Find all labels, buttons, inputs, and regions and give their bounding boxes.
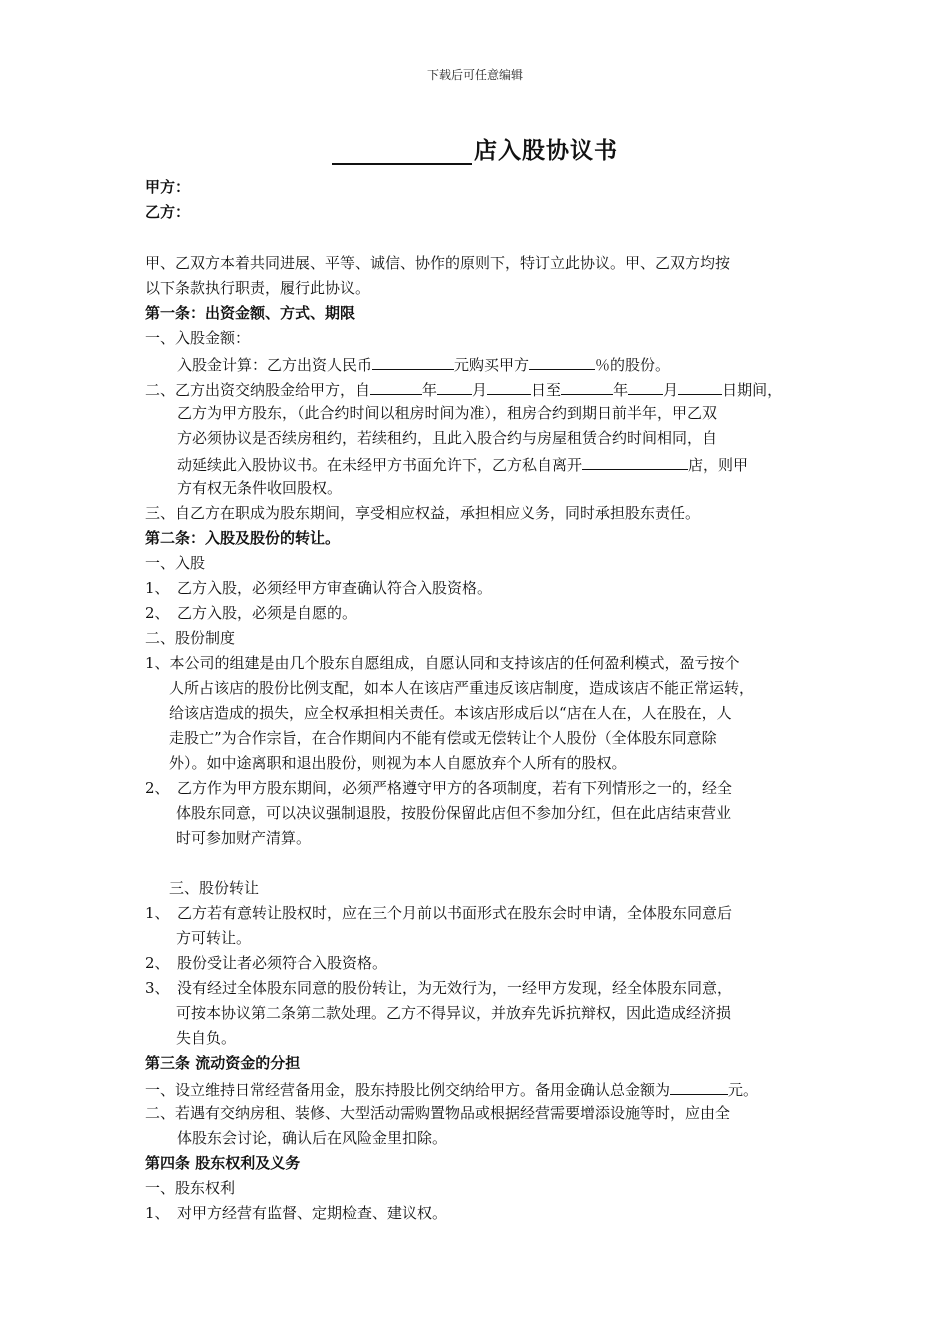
- article2-sec2-item1-line: 外）。如中途离职和退出股份，则视为本人自愿放弃个人所有的股权。: [169, 754, 627, 772]
- article2-sec3-item3-line: 失自负。: [176, 1029, 237, 1047]
- intro-line: 甲、乙双方本着共同进展、平等、诚信、协作的原则下，特订立此协议。甲、乙双方均按: [145, 254, 731, 272]
- article1-item2-line: [145, 451, 820, 476]
- article2-sec2-item2-line: 时可参加财产清算。: [176, 829, 312, 847]
- item2-text: 动延续此入股协议书。在未经甲方书面允许下，乙方私自离开: [177, 456, 583, 474]
- party-a-label: 甲方：: [145, 178, 191, 196]
- page-header-note: 下载后可任意编辑: [426, 68, 523, 82]
- article1-item2-line: 方必须协议是否续房租约，若续租约，且此入股合约与房屋租赁合约时间相同，自: [177, 429, 718, 447]
- article2-sec1-item: 2、 乙方入股，必须是自愿的。: [145, 604, 358, 622]
- article2-sec3-item1-line: 方可转让。: [176, 929, 252, 947]
- day-blank: [678, 376, 722, 395]
- document-title: [0, 132, 950, 165]
- calc-text: ％的股份。: [595, 356, 671, 374]
- percent-blank: [529, 351, 595, 370]
- article2-sec2-title: 二、股份制度: [145, 629, 236, 647]
- party-b-label: 乙方：: [145, 203, 191, 221]
- article2-sec1-item: 1、 乙方入股，必须经甲方审查确认符合入股资格。: [145, 579, 493, 597]
- year-blank: [370, 376, 422, 395]
- article2-sec3-item3-line: 3、 没有经过全体股东同意的股份转让，为无效行为，一经甲方发现，经全体股东同意，: [145, 979, 733, 997]
- article1-item2-line: 方有权无条件收回股权。: [177, 479, 343, 497]
- shop-blank: [582, 451, 688, 470]
- article2-sec2-item2-line: 2、 乙方作为甲方股东期间，必须严格遵守甲方的各项制度，若有下列情形之一的，经全: [145, 779, 733, 797]
- article2-sec2-item2-line: 体股东同意，可以决议强制退股，按股份保留此店但不参加分红，但在此店结束营业: [176, 804, 732, 822]
- item2-text: 日期间，: [722, 381, 783, 399]
- year-blank: [561, 376, 613, 395]
- article3-text: 一、设立维持日常经营备用金，股东持股比例交纳给甲方。备用金确认总金额为: [145, 1081, 671, 1099]
- calc-text: 入股金计算：乙方出资人民币: [177, 356, 373, 374]
- article2-heading: 第二条：入股及股份的转让。: [145, 529, 341, 547]
- document-body: [145, 175, 820, 1226]
- item2-text: 月: [663, 381, 679, 399]
- month-blank: [437, 376, 472, 395]
- article1-item2-first: [145, 376, 820, 401]
- month-blank: [628, 376, 663, 395]
- article3-item1: [145, 1076, 820, 1101]
- article1-item2-line: 乙方为甲方股东，（此合约时间以租房时间为准），租房合约到期日前半年，甲乙双: [177, 404, 718, 422]
- spacer: [145, 225, 820, 251]
- article1-item1-title: 一、入股金额：: [145, 329, 251, 347]
- article4-sec1-item1: 1、 对甲方经营有监督、定期检查、建议权。: [145, 1204, 448, 1222]
- article2-sec2-item1-line: 人所占该店的股份比例支配，如本人在该店严重违反该店制度，造成该店不能正常运转，: [169, 679, 755, 697]
- article2-sec2-item1-line: 1、本公司的组建是由几个股东自愿组成，自愿认同和支持该店的任何盈利模式，盈亏按个: [145, 654, 740, 672]
- amount-blank: [372, 351, 454, 370]
- article2-sec1-title: 一、入股: [145, 554, 206, 572]
- item2-text: 年: [422, 381, 438, 399]
- article1-item3: 三、自乙方在职成为股东期间，享受相应权益，承担相应义务，同时承担股东责任。: [145, 504, 701, 522]
- article2-sec3-item2: 2、 股份受让者必须符合入股资格。: [145, 954, 388, 972]
- item2-text: 二、乙方出资交纳股金给甲方，自: [145, 381, 371, 399]
- article3-heading: 第三条 流动资金的分担: [145, 1054, 301, 1072]
- shop-name-blank: [332, 139, 472, 165]
- day-blank: [487, 376, 531, 395]
- article2-sec2-item1-line: 走股亡”为合作宗旨，在合作期间内不能有偿或无偿转让个人股份（全体股东同意除: [169, 729, 717, 747]
- article2-sec2-item1-line: 给该店造成的损失，应全权承担相关责任。本该店形成后以“店在人在，人在股在，人: [169, 704, 732, 722]
- item2-text: 月: [472, 381, 488, 399]
- document-title-text: 店入股协议书: [474, 137, 618, 164]
- article4-heading: 第四条 股东权利及义务: [145, 1154, 301, 1172]
- article1-heading: 第一条：出资金额、方式、期限: [145, 304, 356, 322]
- calc-text: 元购买甲方: [454, 356, 530, 374]
- spacer: [145, 851, 820, 876]
- reserve-amount-blank: [670, 1076, 728, 1095]
- article3-item2-line: 体股东会讨论，确认后在风险金里扣除。: [177, 1129, 448, 1147]
- article2-sec3-item1-line: 1、 乙方若有意转让股权时，应在三个月前以书面形式在股东会时申请，全体股东同意后: [145, 904, 733, 922]
- article4-sec1-title: 一、股东权利: [145, 1179, 236, 1197]
- article3-text: 元。: [728, 1081, 759, 1099]
- item2-text: 日至: [531, 381, 562, 399]
- article1-item1-calc: [145, 351, 820, 376]
- item2-text: 店，则甲: [688, 456, 749, 474]
- article2-sec3-title: 三、股份转让: [169, 879, 260, 897]
- intro-line: 以下条款执行职责，履行此协议。: [145, 279, 371, 297]
- item2-text: 年: [613, 381, 629, 399]
- article2-sec3-item3-line: 可按本协议第二条第二款处理。乙方不得异议，并放弃先诉抗辩权，因此造成经济损: [176, 1004, 732, 1022]
- article3-item2-line: 二、若遇有交纳房租、装修、大型活动需购置物品或根据经营需要增添设施等时，应由全: [145, 1104, 731, 1122]
